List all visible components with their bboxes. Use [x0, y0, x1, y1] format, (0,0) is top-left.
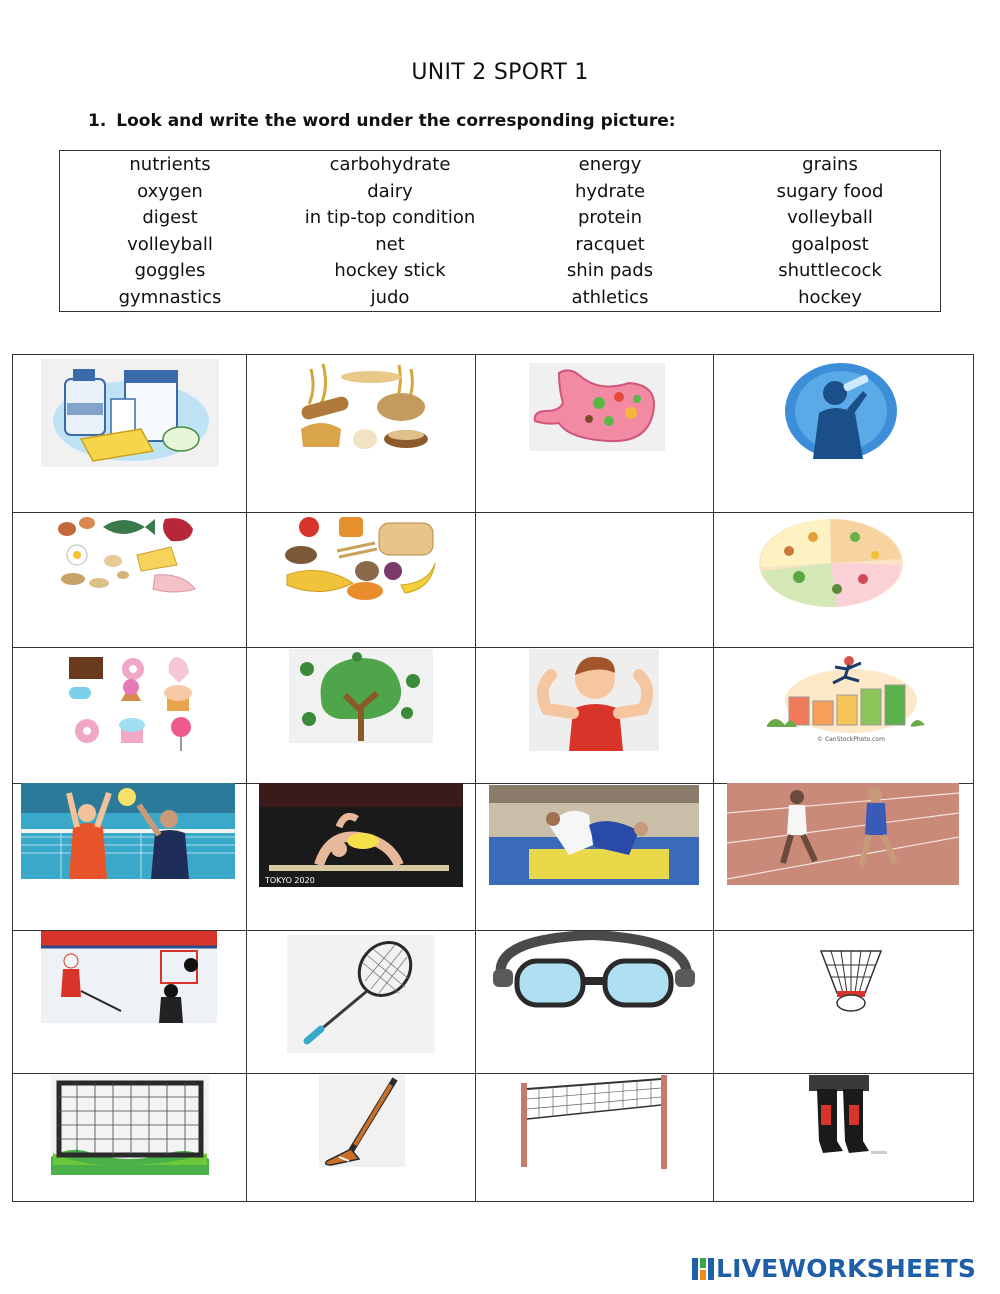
tip-top-boy-picture	[529, 649, 659, 751]
word-bank-word: gymnastics	[118, 286, 222, 308]
goalpost-picture	[51, 1075, 209, 1175]
word-bank-row	[60, 231, 940, 258]
volleyball-photo	[21, 783, 235, 879]
instruction-number: 1.	[88, 111, 107, 131]
tokyo-label: TOKYO 2020	[265, 876, 315, 885]
canstock-credit: © CanStockPhoto.com	[817, 736, 885, 743]
word-bank-word: oxygen	[137, 180, 203, 202]
word-bank-row	[60, 284, 940, 311]
drinking-water-picture	[783, 359, 899, 459]
stomach-digest-picture	[529, 363, 665, 451]
liveworksheets-logo	[692, 1254, 976, 1283]
shuttlecock-picture	[813, 945, 889, 1013]
liveworksheets-mark-icon	[692, 1256, 714, 1282]
instruction-text: Look and write the word under the corresponding picture:	[116, 111, 676, 131]
word-bank-word: athletics	[571, 286, 649, 308]
word-bank-word: judo	[370, 286, 410, 308]
word-bank-word: energy	[578, 154, 642, 175]
word-bank-word: dairy	[367, 180, 413, 202]
carbohydrate-foods-picture	[281, 513, 439, 603]
athletics-photo	[727, 783, 959, 885]
word-bank-word: hockey stick	[334, 260, 446, 282]
word-bank-word: shin pads	[566, 260, 654, 282]
word-bank-row	[60, 178, 940, 205]
hockey-stick-picture	[319, 1075, 405, 1167]
grains-picture	[291, 359, 431, 451]
shin-pads-picture	[809, 1075, 889, 1159]
word-bank-row	[60, 257, 940, 284]
word-bank-word: digest	[142, 207, 198, 229]
goggles-picture	[491, 931, 697, 1011]
sugary-food-picture	[63, 653, 203, 753]
racquet-picture	[287, 935, 435, 1053]
word-bank-word: protein	[578, 207, 642, 229]
energy-runner-picture	[761, 653, 927, 745]
word-bank-word: net	[375, 233, 405, 255]
word-bank-word: goalpost	[791, 233, 869, 255]
word-bank-word: grains	[802, 154, 858, 175]
word-bank-row	[60, 151, 940, 178]
word-bank-grid	[60, 151, 940, 311]
word-bank	[59, 150, 941, 312]
gymnastics-photo	[259, 783, 463, 887]
word-bank-word: goggles	[134, 260, 206, 282]
word-bank-word: hydrate	[574, 180, 646, 202]
word-bank-word: racquet	[575, 233, 645, 255]
word-bank-word: hockey	[798, 286, 862, 308]
word-bank-word: nutrients	[129, 154, 211, 175]
liveworksheets-text: LIVEWORKSHEETS	[716, 1254, 977, 1283]
oxygen-tree-picture	[289, 649, 433, 743]
word-bank-word: volleyball	[127, 233, 213, 255]
picture-grid	[12, 354, 974, 1202]
net-picture	[517, 1075, 673, 1171]
dairy-products-picture	[41, 359, 219, 467]
word-bank-word: carbohydrate	[329, 154, 451, 175]
judo-photo	[489, 785, 699, 885]
instruction	[88, 111, 676, 131]
hockey-photo	[41, 931, 217, 1023]
word-bank-word: shuttlecock	[778, 260, 882, 282]
word-bank-row	[60, 204, 940, 231]
protein-foods-picture	[53, 513, 203, 595]
word-bank-word: volleyball	[787, 207, 873, 229]
page-title: UNIT 2 SPORT 1	[411, 60, 589, 85]
word-bank-word: sugary food	[776, 180, 884, 202]
word-bank-word: in tip-top condition	[304, 207, 476, 229]
nutrients-plate-picture	[751, 515, 911, 611]
